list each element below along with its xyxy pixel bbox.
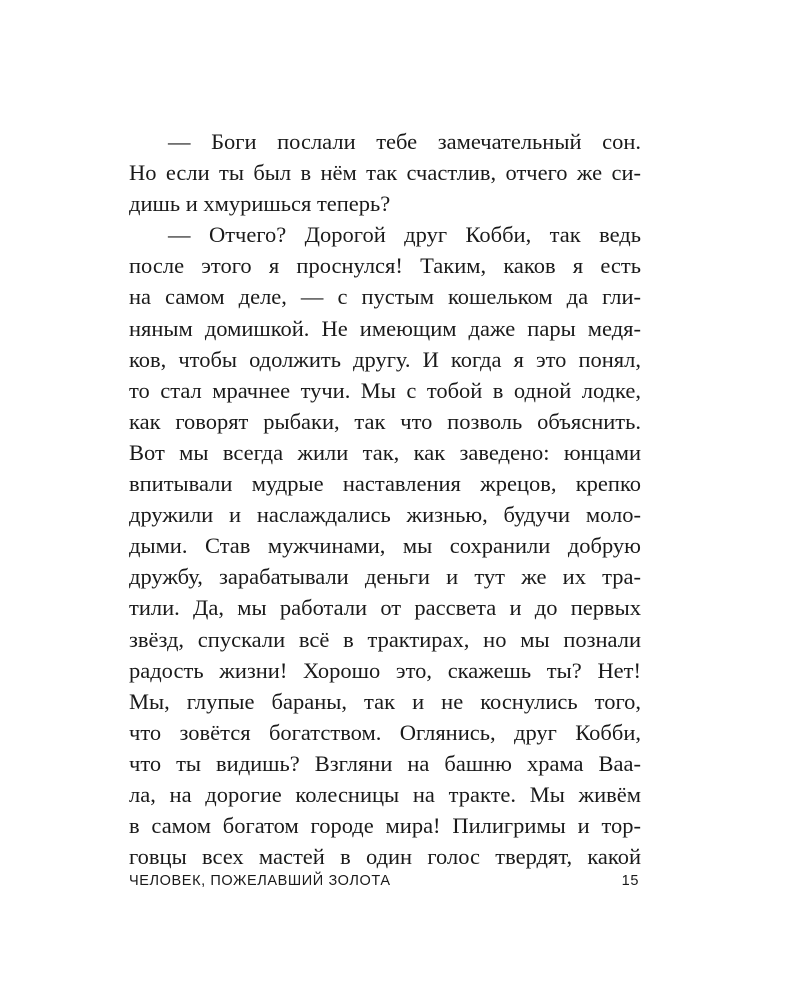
text-line: Вот мы всегда жили так, как заведено: юнцами (129, 439, 641, 465)
text-line: как говорят рыбаки, так что позволь объяснить. (129, 408, 641, 434)
text-line: дружбу, зарабатывали деньги и тут же их тра- (129, 564, 641, 590)
text-line: в самом богатом городе мира! Пилигримы и тор- (129, 813, 641, 839)
text-line: ков, чтобы одолжить другу. И когда я это понял, (129, 346, 641, 372)
page-number: 15 (621, 873, 639, 889)
text-line: Но если ты был в нём так счастлив, отчего же си- (129, 160, 641, 186)
text-line: то стал мрачнее тучи. Мы с тобой в одной лодке, (129, 377, 641, 403)
text-line: — Отчего? Дорогой друг Кобби, так ведь (168, 222, 641, 248)
text-line: после этого я проснулся! Таким, каков я есть (129, 253, 641, 279)
text-line: звёзд, спускали всё в трактирах, но мы познали (129, 626, 641, 652)
text-line: радость жизни! Хорошо это, скажешь ты? Нет! (129, 657, 641, 683)
body-text (129, 126, 641, 872)
text-line: дыми. Став мужчинами, мы сохранили добрую (129, 533, 641, 559)
running-head: ЧЕЛОВЕК, ПОЖЕЛАВШИЙ ЗОЛОТА (129, 873, 391, 889)
text-line: впитывали мудрые наставления жрецов, крепко (129, 471, 641, 497)
text-line: что ты видишь? Взгляни на башню храма Ваа- (129, 750, 641, 776)
text-line: на самом деле, — с пустым кошельком да гли- (129, 284, 641, 310)
text-line: тили. Да, мы работали от рассвета и до первых (129, 595, 641, 621)
text-line: дишь и хмуришься теперь? (129, 191, 391, 217)
text-line: Мы, глупые бараны, так и не коснулись того, (129, 688, 641, 714)
text-line: что зовётся богатством. Оглянись, друг Кобби, (129, 719, 641, 745)
text-line: говцы всех мастей в один голос твердят, какой (129, 844, 641, 870)
text-line: — Боги послали тебе замечательный сон. (168, 129, 641, 154)
page-footer (129, 873, 641, 897)
text-line: дружили и наслаждались жизнью, будучи моло- (129, 502, 641, 528)
text-line: ла, на дорогие колесницы на тракте. Мы живём (129, 781, 641, 807)
text-line: няным домишкой. Не имеющим даже пары медя- (129, 315, 641, 341)
